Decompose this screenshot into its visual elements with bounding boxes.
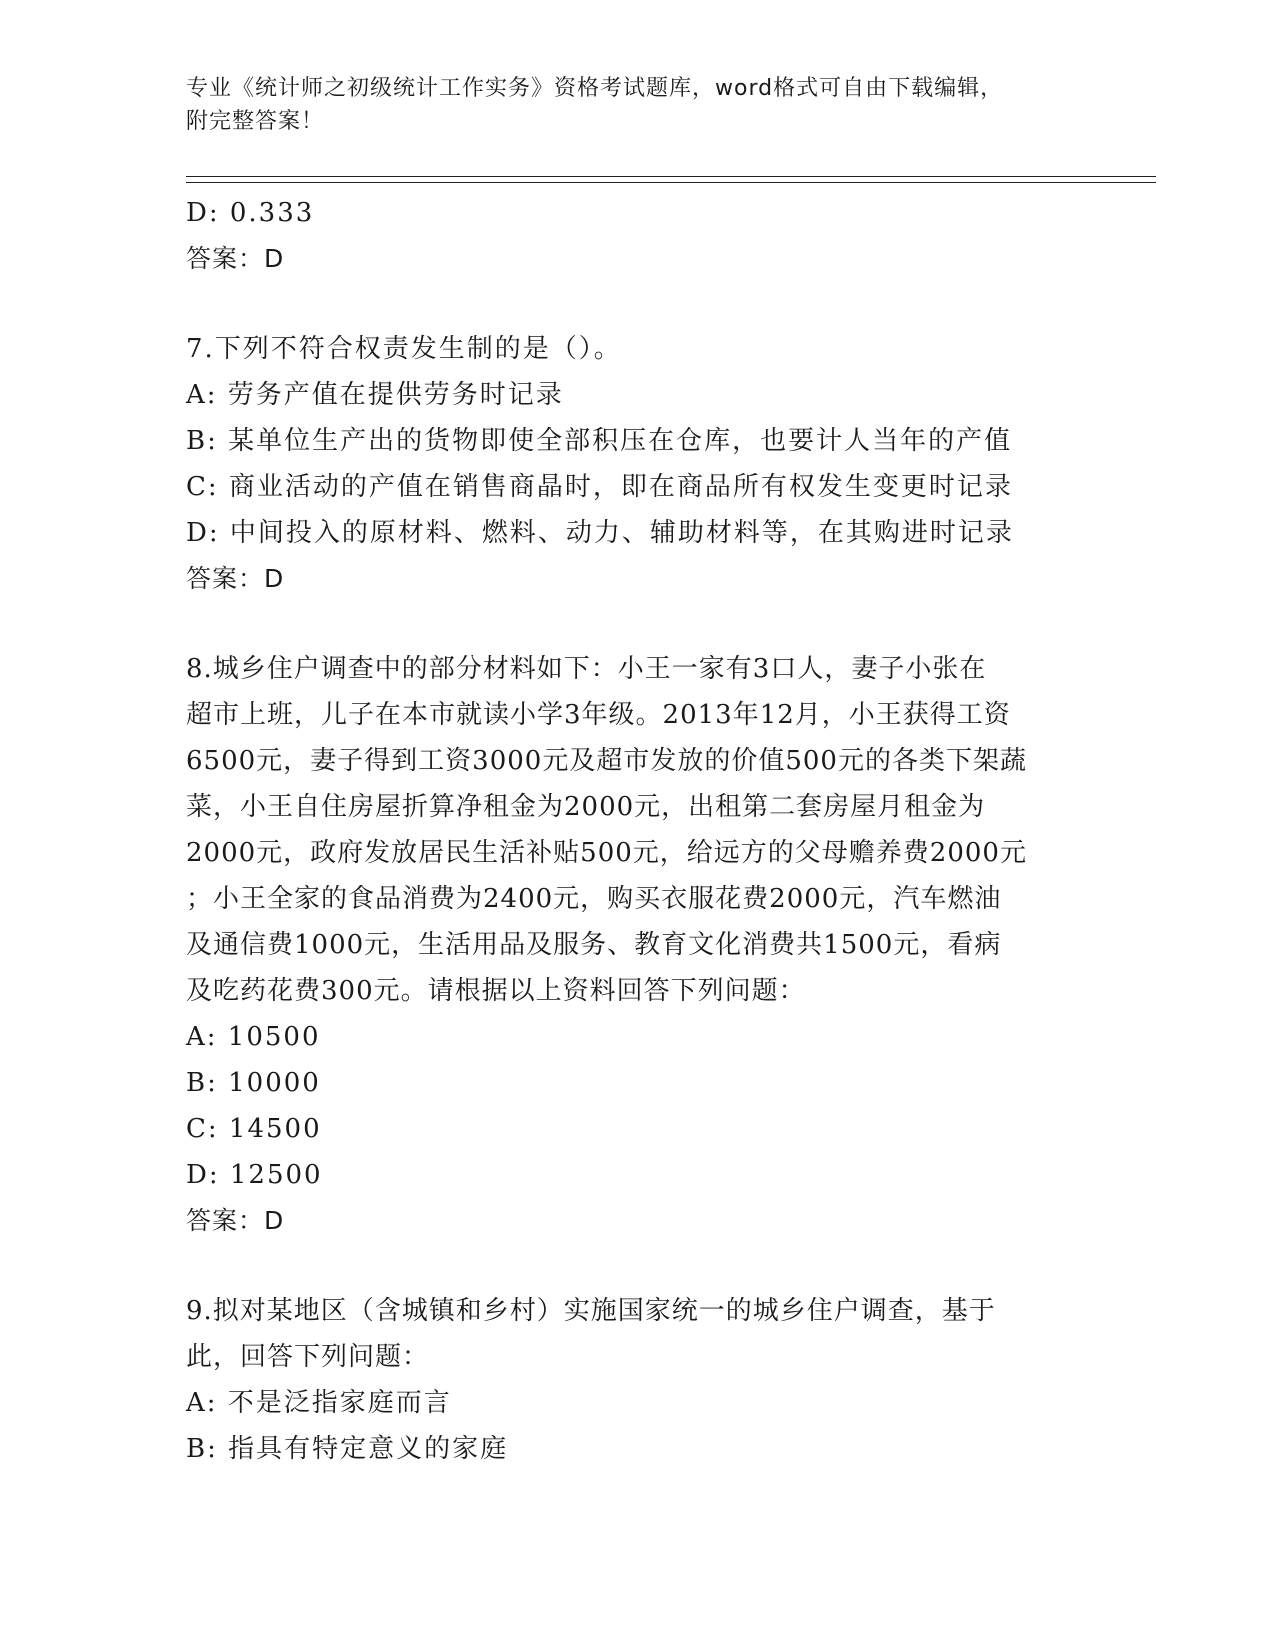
q8-text-line: 超市上班，儿子在本市就读小学3年级。2013年12月，小王获得工资 xyxy=(186,700,1011,730)
q7-question: 7.下列不符合权责发生制的是（）。 xyxy=(186,334,622,364)
q8-text-line: ；小王全家的食品消费为2400元，购买衣服花费2000元，汽车燃油 xyxy=(186,884,1002,914)
spacer xyxy=(186,1244,1086,1288)
q7-option-d: D: 中间投入的原材料、燃料、动力、辅助材料等，在其购进时记录 xyxy=(186,518,1014,548)
header-divider-bottom xyxy=(186,182,1156,183)
header-line-2: 附完整答案！ xyxy=(186,109,325,134)
q9-option-b: B: 指具有特定意义的家庭 xyxy=(186,1434,509,1464)
question-9 xyxy=(186,1288,1086,1472)
q8-option-d: D: 12500 xyxy=(186,1160,323,1190)
question-8 xyxy=(186,646,1086,1244)
q8-text-line: 菜，小王自住房屋折算净租金为2000元，出租第二套房屋月租金为 xyxy=(186,792,986,822)
q6-option-d: D: 0.333 xyxy=(186,198,315,228)
q8-text-line: 及吃药花费300元。请根据以上资料回答下列问题： xyxy=(186,976,806,1006)
q7-answer: 答案：D xyxy=(186,564,285,593)
q8-answer: 答案：D xyxy=(186,1206,285,1235)
q8-text-line: 及通信费1000元，生活用品及服务、教育文化消费共1500元，看病 xyxy=(186,930,1002,960)
header-line-1: 专业《统计师之初级统计工作实务》资格考试题库，word格式可自由下载编辑， xyxy=(186,76,1004,101)
q6-answer: 答案：D xyxy=(186,244,285,273)
q8-option-a: A: 10500 xyxy=(186,1022,321,1052)
q7-option-b: B: 某单位生产出的货物即使全部积压在仓库，也要计人当年的产值 xyxy=(186,426,1013,456)
header-divider-top xyxy=(186,176,1156,177)
q9-option-a: A: 不是泛指家庭而言 xyxy=(186,1388,452,1418)
spacer xyxy=(186,602,1086,646)
q7-option-c: C: 商业活动的产值在销售商晶时，即在商品所有权发生变更时记录 xyxy=(186,472,1013,502)
document-header xyxy=(186,72,1086,138)
q8-option-b: B: 10000 xyxy=(186,1068,321,1098)
question-7 xyxy=(186,326,1086,602)
document-body xyxy=(186,190,1086,1472)
spacer xyxy=(186,282,1086,326)
q8-option-c: C: 14500 xyxy=(186,1114,322,1144)
q8-text-line: 2000元，政府发放居民生活补贴500元，给远方的父母赡养费2000元 xyxy=(186,838,1027,868)
q9-text-line: 此，回答下列问题： xyxy=(186,1342,430,1372)
q8-text-line: 8.城乡住户调查中的部分材料如下：小王一家有3口人，妻子小张在 xyxy=(186,654,987,684)
q7-option-a: A: 劳务产值在提供劳务时记录 xyxy=(186,380,564,410)
q9-text-line: 9.拟对某地区（含城镇和乡村）实施国家统一的城乡住户调查，基于 xyxy=(186,1296,996,1326)
q8-text-line: 6500元，妻子得到工资3000元及超市发放的价值500元的各类下架蔬 xyxy=(186,746,1027,776)
